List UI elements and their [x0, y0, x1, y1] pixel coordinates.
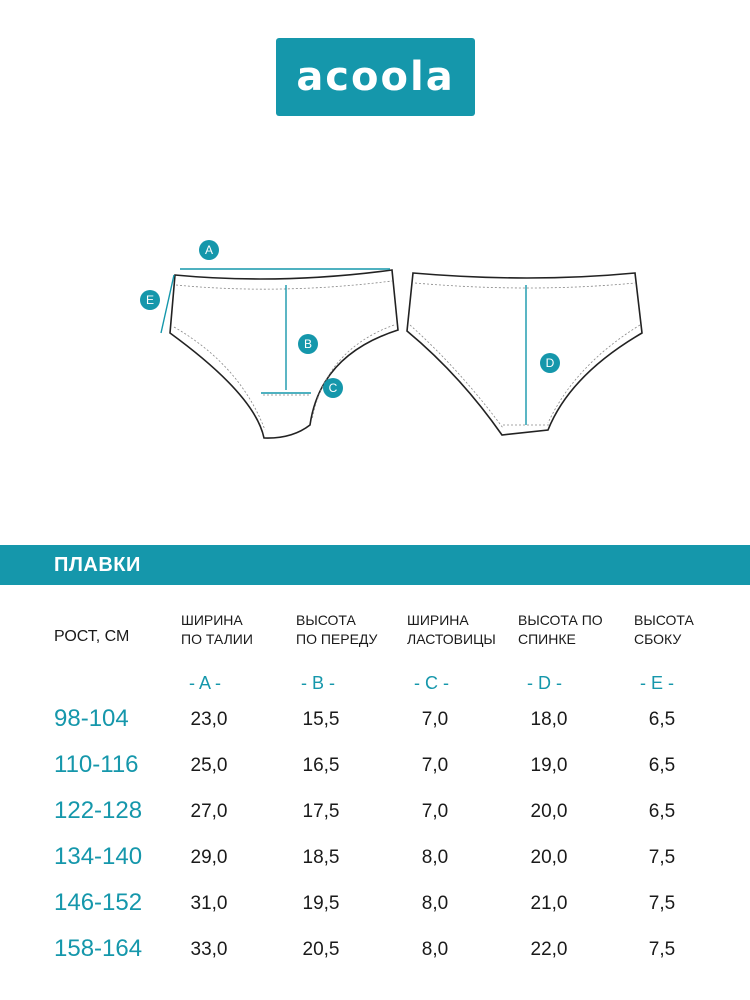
- column-header-d: [518, 611, 603, 649]
- cell-b: 19,5: [302, 893, 340, 914]
- cell-d: 20,0: [530, 801, 568, 822]
- cell-c: 8,0: [421, 893, 449, 914]
- cell-e: 6,5: [648, 709, 676, 730]
- cell-b: 16,5: [302, 755, 340, 776]
- column-header-c-line2: ЛАСТОВИЦЫ: [407, 631, 496, 647]
- row-size: 122-128: [54, 797, 143, 824]
- row-size: 146-152: [54, 889, 143, 916]
- table-row: [0, 797, 750, 837]
- cell-e: 6,5: [648, 755, 676, 776]
- cell-b: 20,5: [302, 939, 340, 960]
- column-header-a: [181, 611, 253, 649]
- column-header-c: [407, 611, 496, 649]
- cell-c: 8,0: [421, 939, 449, 960]
- garment-diagram: [130, 225, 650, 455]
- cell-c: 7,0: [421, 801, 449, 822]
- section-title: ПЛАВКИ: [54, 554, 141, 576]
- column-header-e: [634, 611, 694, 649]
- brand-logo: [276, 38, 475, 116]
- cell-a: 31,0: [190, 893, 228, 914]
- cell-a: 25,0: [190, 755, 228, 776]
- marker-d-label: D: [545, 356, 555, 370]
- cell-c: 7,0: [421, 755, 449, 776]
- row-header-height: РОСТ, СМ: [54, 628, 130, 645]
- cell-a: 33,0: [190, 939, 228, 960]
- cell-d: 19,0: [530, 755, 568, 776]
- row-size: 134-140: [54, 843, 143, 870]
- column-letter-a: - A -: [189, 673, 222, 693]
- cell-e: 6,5: [648, 801, 676, 822]
- cell-d: 20,0: [530, 847, 568, 868]
- column-header-d-line2: СПИНКЕ: [518, 631, 576, 647]
- table-row: [0, 843, 750, 883]
- row-size: 158-164: [54, 935, 143, 962]
- cell-e: 7,5: [648, 847, 676, 868]
- column-letter-c: - C -: [414, 673, 449, 693]
- column-letter-d: - D -: [527, 673, 562, 693]
- cell-c: 7,0: [421, 709, 449, 730]
- column-header-b-line2: ПО ПЕРЕДУ: [296, 631, 378, 647]
- briefs-back: [407, 273, 642, 435]
- column-header-c-line1: ШИРИНА: [407, 612, 469, 628]
- column-header-a-line2: ПО ТАЛИИ: [181, 631, 253, 647]
- marker-a-label: A: [204, 243, 214, 257]
- cell-b: 15,5: [302, 709, 340, 730]
- table-row: [0, 889, 750, 929]
- row-size: 110-116: [54, 751, 139, 778]
- column-header-a-line1: ШИРИНА: [181, 612, 243, 628]
- cell-e: 7,5: [648, 939, 676, 960]
- column-header-e-line1: ВЫСОТА: [634, 612, 694, 628]
- cell-d: 22,0: [530, 939, 568, 960]
- column-header-d-line1: ВЫСОТА ПО: [518, 612, 603, 628]
- cell-c: 8,0: [421, 847, 449, 868]
- column-header-e-line2: СБОКУ: [634, 631, 682, 647]
- marker-c-label: C: [328, 381, 338, 395]
- table-row: [0, 751, 750, 791]
- cell-a: 27,0: [190, 801, 228, 822]
- column-header-b: [296, 611, 377, 649]
- cell-a: 23,0: [190, 709, 228, 730]
- column-letter-e: - E -: [640, 673, 674, 693]
- briefs-front: [170, 270, 398, 438]
- table-row: [0, 935, 750, 975]
- cell-d: 18,0: [530, 709, 568, 730]
- cell-b: 17,5: [302, 801, 340, 822]
- cell-e: 7,5: [648, 893, 676, 914]
- cell-d: 21,0: [530, 893, 568, 914]
- cell-a: 29,0: [190, 847, 228, 868]
- table-row: [0, 705, 750, 745]
- column-header-b-line1: ВЫСОТА: [296, 612, 356, 628]
- brand-logo-text: acoola: [296, 54, 455, 100]
- marker-e-label: E: [145, 293, 155, 307]
- section-header-band: [0, 545, 750, 585]
- cell-b: 18,5: [302, 847, 340, 868]
- marker-b-label: B: [303, 337, 313, 351]
- row-size: 98-104: [54, 705, 129, 732]
- column-letter-b: - B -: [301, 673, 335, 693]
